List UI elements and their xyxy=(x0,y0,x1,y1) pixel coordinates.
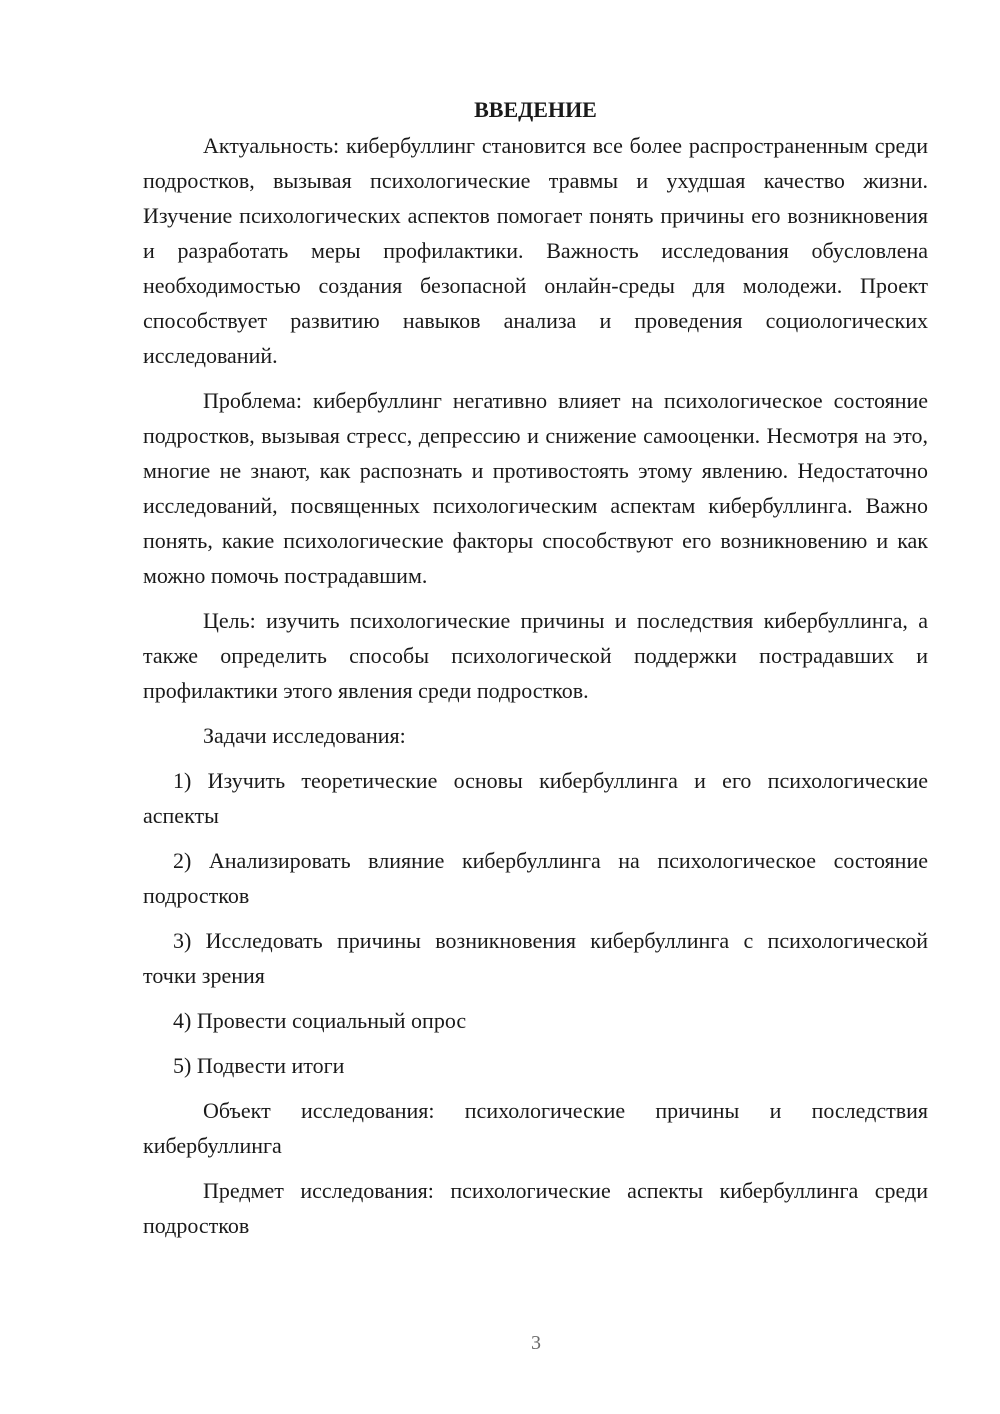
subject-paragraph: Предмет исследования: психологические аспекты кибербуллинга среди подростков xyxy=(143,1178,928,1238)
relevance-paragraph: Актуальность: кибербуллинг становится все более распространенным среди подростков, вызывая психологические травмы и ухудшая качество жизни. Изучение психологических аспектов помогает понять причины его возникновения и разработать меры профилактики. Важность исследования обусловлена необходимостью создания безопасной онлайн-среды для молодежи. Проект способствует развитию навыков анализа и проведения социологических исследований. xyxy=(143,133,928,368)
task-item-3: 3) Исследовать причины возникновения кибербуллинга с психологической точки зрения xyxy=(143,928,928,988)
page-content xyxy=(143,92,928,1243)
task-item-1: 1) Изучить теоретические основы кибербуллинга и его психологические аспекты xyxy=(143,768,928,828)
page-number: 3 xyxy=(531,1332,541,1354)
task-item-2: 2) Анализировать влияние кибербуллинга на психологическое состояние подростков xyxy=(143,848,928,908)
object-paragraph: Объект исследования: психологические причины и последствия кибербуллинга xyxy=(143,1098,928,1158)
section-title: ВВЕДЕНИЕ xyxy=(474,97,597,122)
tasks-label: Задачи исследования: xyxy=(203,723,406,748)
problem-paragraph: Проблема: кибербуллинг негативно влияет на психологическое состояние подростков, вызывая стресс, депрессию и снижение самооценки. Несмотря на это, многие не знают, как распознать и противостоять этому явлению. Недостаточно исследований, посвященных психологическим аспектам кибербуллинга. Важно понять, какие психологические факторы способствуют его возникновению и как можно помочь пострадавшим. xyxy=(143,388,928,588)
task-item-5: 5) Подвести итоги xyxy=(173,1053,345,1078)
goal-paragraph: Цель: изучить психологические причины и последствия кибербуллинга, а также определить способы психологической поддержки пострадавших и профилактики этого явления среди подростков. xyxy=(143,608,928,703)
task-item-4: 4) Провести социальный опрос xyxy=(173,1008,467,1033)
